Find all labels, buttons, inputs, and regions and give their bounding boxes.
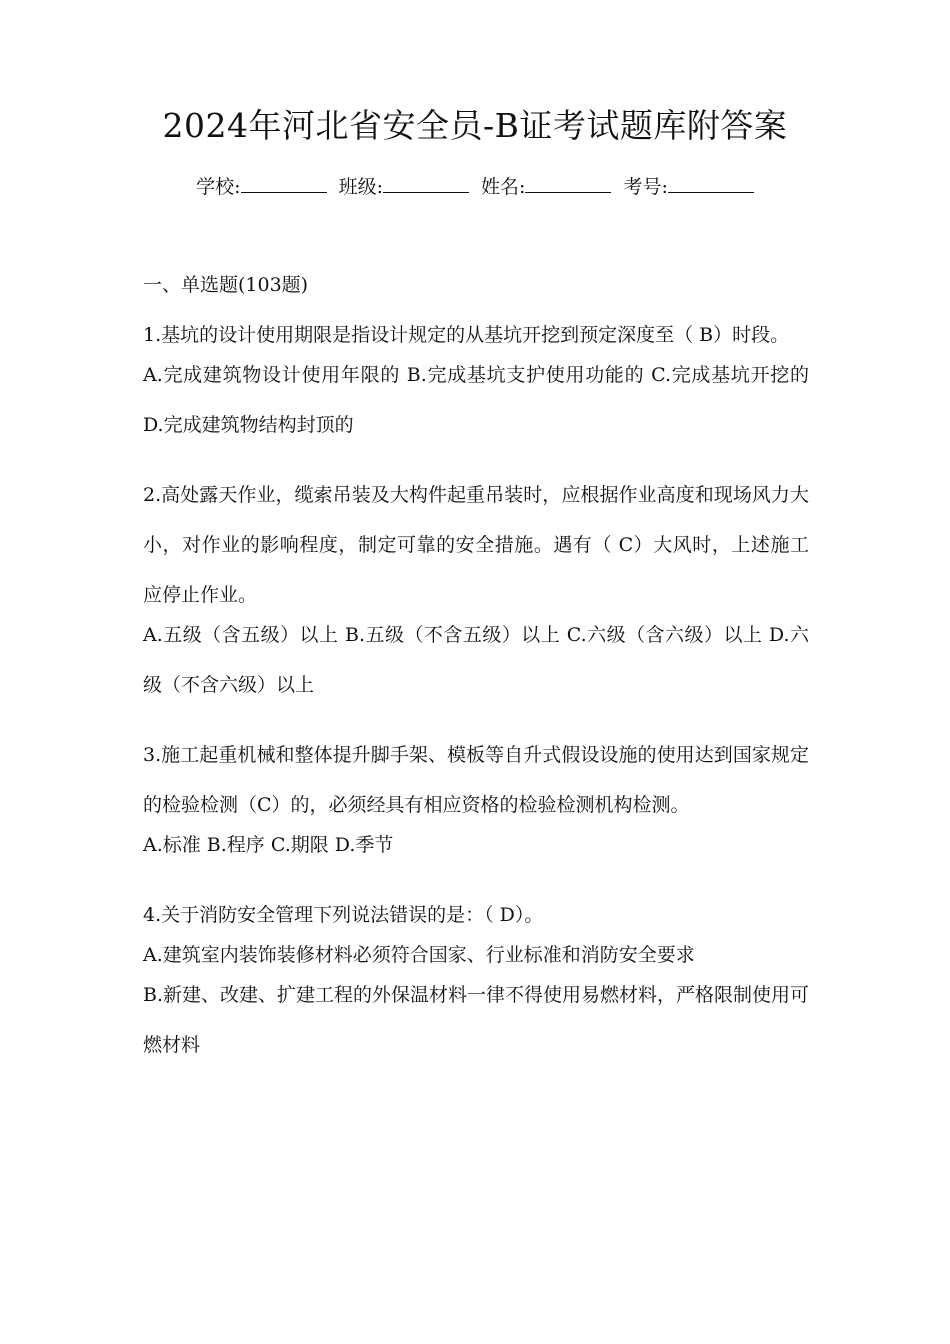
school-blank: [241, 170, 327, 193]
class-field: [339, 176, 469, 198]
question-option-a: A.建筑室内装饰装修材料必须符合国家、行业标准和消防安全要求: [143, 944, 695, 966]
school-label: 学校:: [196, 176, 241, 198]
section-heading: 一、单选题(103题): [143, 274, 309, 296]
question-2: [143, 470, 809, 710]
name-label: 姓名:: [481, 176, 526, 198]
question-options: A.标准 B.程序 C.期限 D.季节: [143, 834, 394, 856]
document-title: 2024年河北省安全员-B证考试题库附答案: [162, 106, 788, 145]
question-4: [143, 890, 809, 1070]
question-1: [143, 310, 809, 450]
document-body: [143, 270, 809, 1070]
exam-no-field: [623, 176, 753, 198]
exam-no-blank: [668, 170, 754, 193]
name-blank: [525, 170, 611, 193]
question-3: [143, 730, 809, 870]
name-field: [481, 176, 611, 198]
question-stem: 2.高处露天作业，缆索吊装及大构件起重吊装时，应根据作业高度和现场风力大小，对作业的影响程度，制定可靠的安全措施。遇有（ C）大风时，上述施工应停止作业。: [143, 484, 809, 606]
exam-no-label: 考号:: [623, 176, 668, 198]
student-info-line: [0, 170, 950, 203]
question-options: A.五级（含五级）以上 B.五级（不含五级）以上 C.六级（含六级）以上 D.六级（不含六级）以上: [143, 624, 809, 696]
question-stem: 1.基坑的设计使用期限是指设计规定的从基坑开挖到预定深度至（ B）时段。: [143, 324, 790, 346]
class-blank: [383, 170, 469, 193]
school-field: [196, 176, 326, 198]
class-label: 班级:: [338, 176, 383, 198]
question-options: A.完成建筑物设计使用年限的 B.完成基坑支护使用功能的 C.完成基坑开挖的 D.完成建筑物结构封顶的: [143, 364, 809, 436]
question-stem: 4.关于消防安全管理下列说法错误的是：（ D）。: [143, 904, 544, 926]
question-option-b: B.新建、改建、扩建工程的外保温材料一律不得使用易燃材料，严格限制使用可燃材料: [143, 984, 810, 1056]
question-stem: 3.施工起重机械和整体提升脚手架、模板等自升式假设设施的使用达到国家规定的检验检测（C）的，必须经具有相应资格的检验检测机构检测。: [143, 744, 809, 816]
